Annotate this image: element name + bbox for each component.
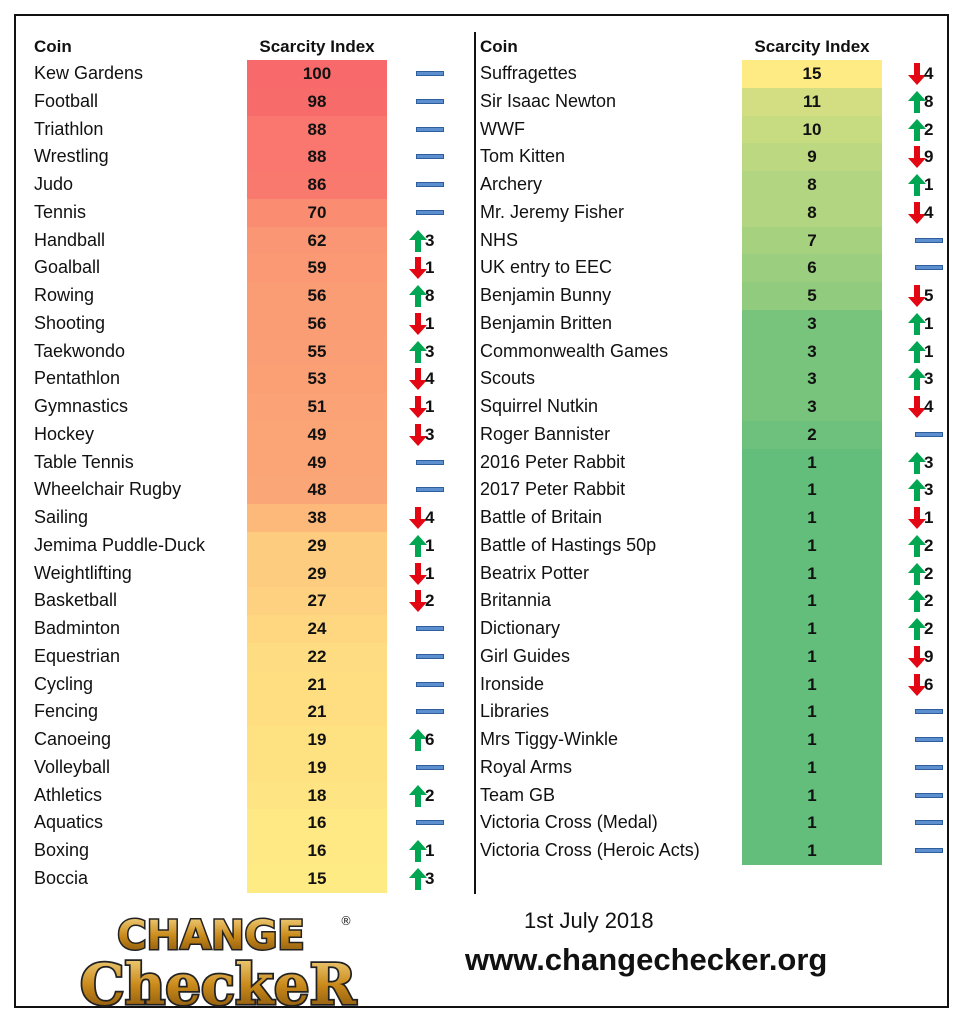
scarcity-value: 1 [742, 671, 882, 699]
coin-name: Athletics [34, 784, 103, 805]
scarcity-value: 59 [247, 254, 387, 282]
no-change-icon [416, 626, 444, 631]
coin-name: Badminton [34, 618, 121, 638]
rank-change-amount: 4 [924, 397, 934, 416]
rank-change-amount: 1 [425, 841, 435, 860]
scarcity-value: 2 [742, 421, 882, 449]
scarcity-value: 56 [247, 310, 387, 338]
scarcity-value: 1 [742, 560, 882, 588]
no-change-icon [915, 709, 943, 714]
coin-name: Canoeing [34, 729, 112, 749]
scarcity-value: 70 [247, 199, 387, 227]
scarcity-value: 3 [742, 393, 882, 421]
scarcity-value: 1 [742, 754, 882, 782]
no-change-icon [416, 460, 444, 465]
rank-change [401, 726, 451, 754]
coin-name: Fencing [34, 701, 99, 722]
scarcity-value: 1 [742, 532, 882, 560]
rank-change [401, 310, 451, 338]
rank-change-amount: 3 [924, 369, 934, 389]
scarcity-value: 15 [247, 865, 387, 893]
coin-name: Victoria Cross (Heroic Acts) [480, 840, 700, 860]
scarcity-value: 3 [742, 310, 882, 338]
rank-change [900, 393, 950, 421]
rank-change-amount: 5 [924, 286, 934, 305]
rank-change [900, 698, 950, 726]
coin-name: Suffragettes [480, 63, 577, 83]
scarcity-value: 3 [742, 365, 882, 393]
scarcity-value: 19 [247, 726, 387, 754]
no-change-icon [416, 487, 444, 492]
coin-name: Sailing [34, 507, 89, 527]
rank-change-amount: 1 [425, 535, 435, 555]
rank-change-amount: 2 [924, 119, 934, 139]
no-change-icon [416, 820, 444, 825]
scarcity-value: 16 [247, 809, 387, 837]
rank-change [900, 365, 950, 393]
scarcity-value: 1 [742, 643, 882, 671]
no-change-icon [915, 238, 943, 243]
coin-column-header: Coin [480, 37, 518, 56]
coin-name: Triathlon [34, 118, 104, 139]
coin-name: Pentathlon [34, 368, 121, 389]
coin-name: Basketball [34, 590, 118, 611]
website-link[interactable]: www.changechecker.org [465, 942, 828, 977]
scarcity-value: 88 [247, 143, 387, 171]
scarcity-value: 6 [742, 254, 882, 282]
rank-change [900, 282, 950, 310]
scarcity-value: 11 [742, 88, 882, 116]
scarcity-value: 53 [247, 365, 387, 393]
coin-name: Hockey [34, 423, 95, 444]
coin-name: Table Tennis [34, 451, 134, 472]
no-change-icon [915, 820, 943, 825]
no-change-icon [416, 182, 444, 187]
rank-change [900, 782, 950, 810]
coin-name: Britannia [480, 590, 552, 611]
coin-name: Kew Gardens [34, 63, 144, 83]
rank-change-amount: 1 [425, 313, 435, 333]
rank-change [900, 809, 950, 837]
scarcity-value: 1 [742, 476, 882, 504]
rank-change [900, 532, 950, 560]
coin-name: Archery [480, 174, 543, 194]
coin-name: Ironside [480, 673, 545, 694]
rank-change-amount: 3 [425, 230, 435, 250]
rank-change [401, 504, 451, 532]
no-change-icon [915, 737, 943, 742]
rank-change-amount: 9 [924, 646, 934, 666]
table-frame [14, 14, 949, 1011]
coin-name: Victoria Cross (Medal) [480, 812, 658, 833]
scarcity-value: 56 [247, 282, 387, 310]
scarcity-value: 49 [247, 449, 387, 477]
scarcity-value: 24 [247, 615, 387, 643]
rank-change [900, 476, 950, 504]
scarcity-value: 8 [742, 199, 882, 227]
rank-change [401, 254, 451, 282]
coin-name: Boccia [34, 867, 89, 888]
scarcity-value: 38 [247, 504, 387, 532]
scarcity-value: 49 [247, 421, 387, 449]
scarcity-value: 1 [742, 698, 882, 726]
rank-change [401, 865, 451, 893]
rank-change-amount: 2 [924, 535, 934, 555]
rank-change-amount: 3 [924, 480, 934, 500]
coin-name: Tennis [34, 201, 87, 222]
scarcity-value: 1 [742, 504, 882, 532]
scarcity-value: 8 [742, 171, 882, 199]
rank-change-amount: 8 [425, 286, 435, 305]
rank-change [401, 449, 451, 477]
rank-change [900, 671, 950, 699]
rank-change [401, 171, 451, 199]
scarcity-value: 100 [247, 60, 387, 88]
scarcity-value: 29 [247, 560, 387, 588]
coin-name: Cycling [34, 673, 94, 694]
scarcity-value: 21 [247, 671, 387, 699]
rank-change [401, 421, 451, 449]
scarcity-value: 18 [247, 782, 387, 810]
rank-change [401, 782, 451, 810]
rank-change [401, 754, 451, 782]
coin-name: Wheelchair Rugby [34, 479, 182, 500]
no-change-icon [416, 682, 444, 687]
coin-name: Team GB [480, 784, 556, 805]
rank-change [900, 310, 950, 338]
coin-name: Taekwondo [34, 340, 126, 361]
no-change-icon [915, 765, 943, 770]
rank-change [401, 116, 451, 144]
rank-change-amount: 3 [425, 424, 435, 444]
rank-change [900, 338, 950, 366]
rank-change-amount: 2 [924, 591, 934, 611]
rank-change-amount: 1 [924, 313, 934, 333]
rank-change [900, 421, 950, 449]
logo-word-checker: CheckeR [80, 952, 356, 1011]
rank-change-amount: 2 [425, 785, 435, 805]
coin-name: Goalball [34, 257, 101, 278]
coin-name: Benjamin Britten [480, 312, 613, 333]
rank-change [900, 726, 950, 754]
scarcity-value: 1 [742, 449, 882, 477]
rank-change [401, 671, 451, 699]
logo-registered-mark: ® [340, 914, 352, 928]
rank-change [401, 809, 451, 837]
column-divider [474, 32, 476, 894]
rank-change-amount: 9 [924, 147, 934, 167]
rank-change-amount: 1 [924, 341, 934, 361]
scarcity-value: 1 [742, 837, 882, 865]
scarcity-value: 86 [247, 171, 387, 199]
rank-change [900, 615, 950, 643]
rank-change [401, 199, 451, 227]
rank-change-amount: 6 [924, 674, 934, 694]
coin-name: Equestrian [34, 645, 121, 666]
rank-change [900, 199, 950, 227]
coin-name: Royal Arms [480, 756, 573, 777]
rank-change-amount: 1 [425, 563, 435, 583]
coin-name: Girl Guides [480, 645, 571, 666]
rank-change [401, 393, 451, 421]
rank-change [900, 227, 950, 255]
coin-column-header: Coin [34, 37, 72, 56]
no-change-icon [416, 154, 444, 159]
rank-change-amount: 4 [924, 64, 934, 83]
rank-change [401, 60, 451, 88]
rank-change-amount: 6 [425, 730, 435, 749]
scarcity-value: 16 [247, 837, 387, 865]
scarcity-value: 27 [247, 587, 387, 615]
scarcity-value: 98 [247, 88, 387, 116]
coin-name: Football [34, 90, 99, 111]
rank-change-amount: 3 [425, 868, 435, 888]
rank-change [401, 587, 451, 615]
rank-change [401, 615, 451, 643]
scarcity-value: 88 [247, 116, 387, 144]
rank-change [900, 587, 950, 615]
rank-change [401, 365, 451, 393]
coin-name: Benjamin Bunny [480, 285, 612, 305]
scarcity-value: 1 [742, 782, 882, 810]
rank-change [401, 88, 451, 116]
rank-change-amount: 2 [924, 563, 934, 583]
scarcity-value: 22 [247, 643, 387, 671]
rank-change [401, 338, 451, 366]
coin-name: Sir Isaac Newton [480, 90, 617, 111]
rank-change [401, 282, 451, 310]
rank-change [900, 171, 950, 199]
rank-change [900, 643, 950, 671]
coin-name: Handball [34, 229, 106, 250]
coin-name: Battle of Britain [480, 507, 603, 527]
coin-name: Wrestling [34, 146, 109, 167]
coin-name: Scouts [480, 368, 536, 389]
scarcity-value: 1 [742, 809, 882, 837]
rank-change [401, 227, 451, 255]
coin-name: UK entry to EEC [480, 257, 613, 278]
coin-name: Rowing [34, 285, 95, 305]
rank-change [401, 143, 451, 171]
scarcity-value: 62 [247, 227, 387, 255]
no-change-icon [915, 793, 943, 798]
coin-name: 2016 Peter Rabbit [480, 451, 626, 472]
coin-name: Dictionary [480, 618, 561, 638]
rank-change-amount: 8 [924, 91, 934, 111]
coin-name: Mr. Jeremy Fisher [480, 201, 625, 222]
scarcity-value: 5 [742, 282, 882, 310]
rank-change [900, 837, 950, 865]
rank-change [401, 560, 451, 588]
scarcity-value: 55 [247, 338, 387, 366]
coin-name: Roger Bannister [480, 423, 611, 444]
no-change-icon [416, 210, 444, 215]
no-change-icon [416, 654, 444, 659]
rank-change-amount: 4 [425, 508, 435, 527]
rank-change [900, 560, 950, 588]
scarcity-value: 3 [742, 338, 882, 366]
scarcity-value: 21 [247, 698, 387, 726]
scarcity-value: 48 [247, 476, 387, 504]
no-change-icon [416, 709, 444, 714]
scarcity-column-header: Scarcity Index [259, 37, 375, 56]
coin-name: Aquatics [34, 812, 104, 833]
no-change-icon [915, 848, 943, 853]
no-change-icon [416, 127, 444, 132]
coin-name: Volleyball [34, 756, 111, 777]
coin-name: NHS [480, 229, 519, 250]
coin-name: Boxing [34, 840, 90, 860]
rank-change [900, 504, 950, 532]
rank-change [900, 143, 950, 171]
scarcity-value: 51 [247, 393, 387, 421]
rank-change-amount: 1 [924, 508, 934, 527]
rank-change [900, 254, 950, 282]
change-checker-logo [56, 909, 386, 1011]
scarcity-column-header: Scarcity Index [754, 37, 870, 56]
rank-change [401, 698, 451, 726]
no-change-icon [915, 432, 943, 437]
coin-name: Commonwealth Games [480, 340, 669, 361]
coin-name: Jemima Puddle-Duck [34, 534, 206, 555]
coin-name: Judo [34, 174, 74, 194]
coin-name: Squirrel Nutkin [480, 396, 599, 416]
scarcity-value: 15 [742, 60, 882, 88]
coin-name: 2017 Peter Rabbit [480, 479, 626, 500]
scarcity-value: 1 [742, 726, 882, 754]
rank-change [401, 837, 451, 865]
coin-name: Beatrix Potter [480, 562, 590, 583]
no-change-icon [416, 765, 444, 770]
scarcity-value: 9 [742, 143, 882, 171]
no-change-icon [915, 265, 943, 270]
report-date: 1st July 2018 [524, 908, 654, 933]
rank-change [401, 643, 451, 671]
rank-change-amount: 1 [924, 175, 934, 194]
rank-change-amount: 1 [425, 258, 435, 278]
scarcity-value: 10 [742, 116, 882, 144]
coin-name: Tom Kitten [480, 146, 566, 167]
scarcity-value: 1 [742, 615, 882, 643]
rank-change [900, 60, 950, 88]
scarcity-value: 29 [247, 532, 387, 560]
rank-change [401, 532, 451, 560]
rank-change [900, 754, 950, 782]
rank-change-amount: 3 [924, 452, 934, 472]
rank-change-amount: 1 [425, 397, 435, 416]
rank-change-amount: 4 [924, 202, 934, 222]
scarcity-value: 7 [742, 227, 882, 255]
scarcity-value: 19 [247, 754, 387, 782]
coin-name: Mrs Tiggy-Winkle [480, 729, 619, 749]
no-change-icon [416, 71, 444, 76]
rank-change [900, 116, 950, 144]
coin-name: Gymnastics [34, 396, 129, 416]
rank-change [900, 88, 950, 116]
logo-word-change: CHANGE [117, 913, 305, 959]
coin-name: WWF [480, 118, 525, 139]
coin-name: Shooting [34, 312, 106, 333]
rank-change [900, 449, 950, 477]
no-change-icon [416, 99, 444, 104]
coin-name: Battle of Hastings 50p [480, 534, 657, 555]
rank-change [401, 476, 451, 504]
coin-name: Libraries [480, 701, 550, 722]
scarcity-value: 1 [742, 587, 882, 615]
coin-name: Weightlifting [34, 562, 132, 583]
rank-change-amount: 2 [924, 619, 934, 638]
rank-change-amount: 3 [425, 341, 435, 361]
rank-change-amount: 2 [425, 591, 435, 611]
rank-change-amount: 4 [425, 369, 435, 389]
